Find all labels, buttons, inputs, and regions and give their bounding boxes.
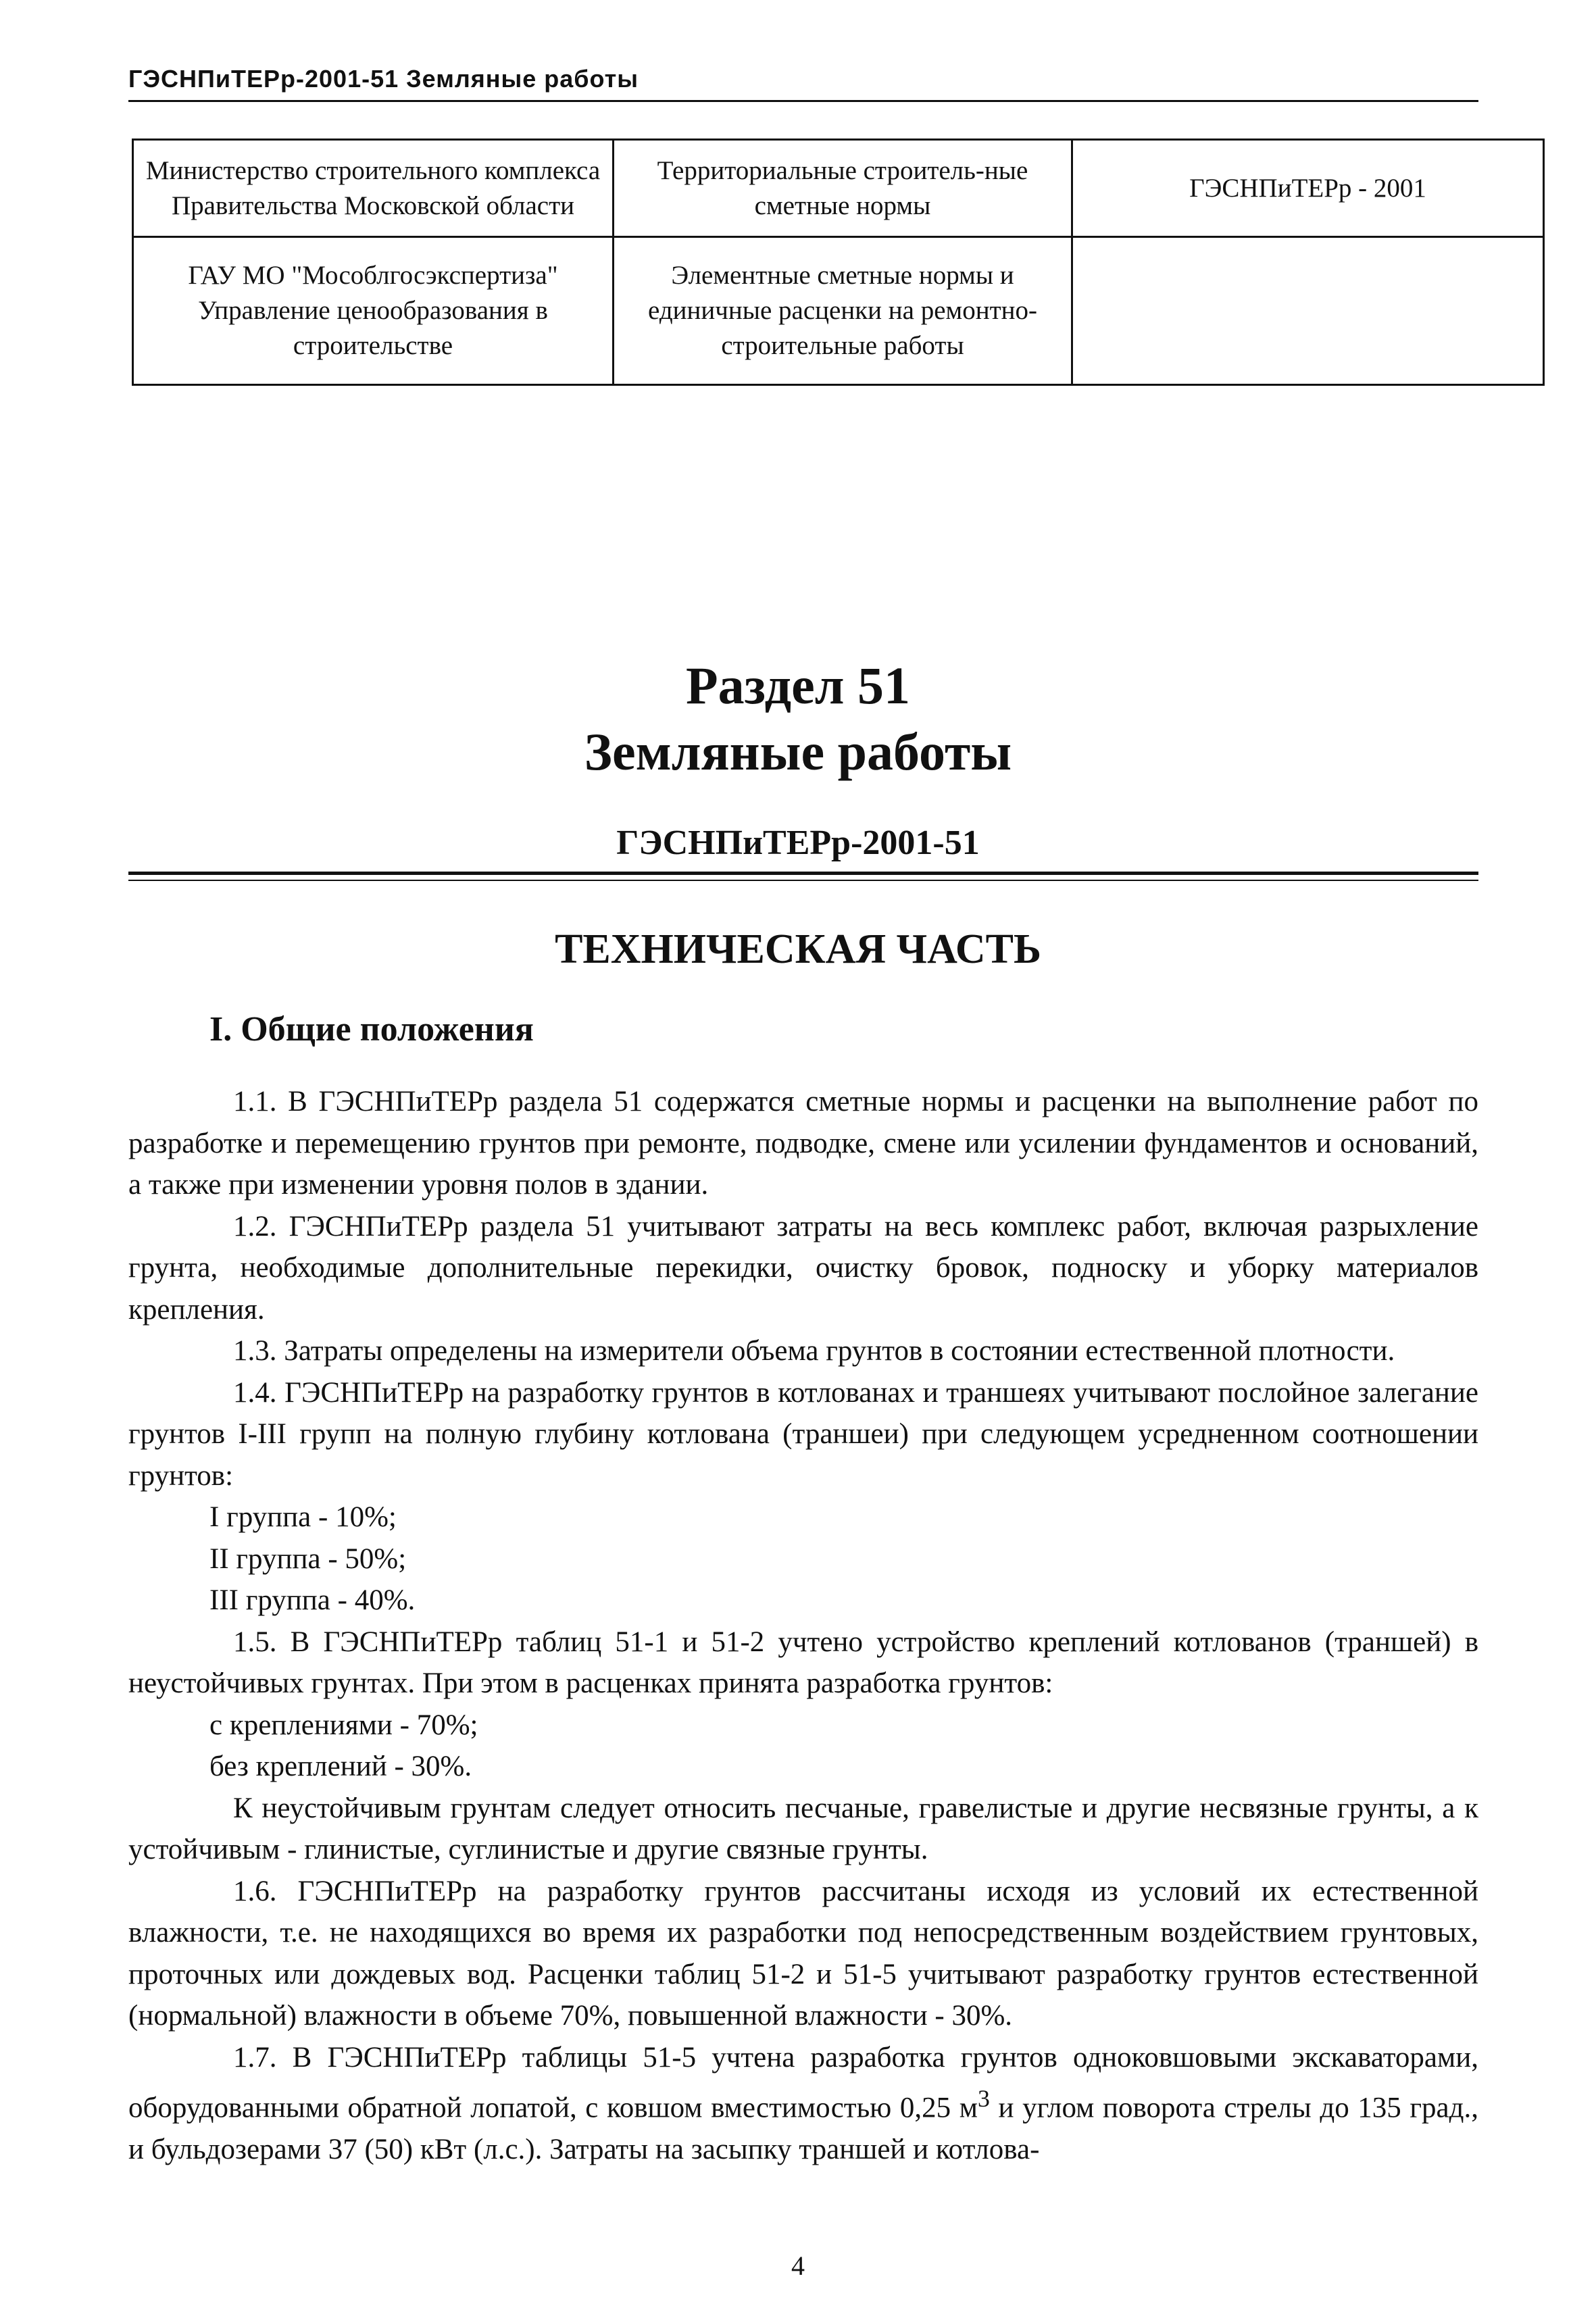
page-number: 4 <box>791 2250 805 2281</box>
paragraph-1-7-part-a: 1.7. В ГЭСНПиТЕРр таблицы 51-5 учтена разработка грунтов одноковшовыми экскаваторами, оборудованными обратной лопатой, с ковшом вместимостью 0,25 м <box>128 2041 1478 2124</box>
paragraph-1-7-part-b: и углом поворота стрелы до 135 град., и бульдозерами 37 (50) кВт (л.с.). Затраты на засыпку траншей и котлова- <box>128 2092 1478 2165</box>
paragraph-1-5-note: К неустойчивым грунтам следует относить песчаные, гравелистые и другие несвязные грунты, а к устойчивым - глинистые, суглинистые и другие связные грунты. <box>128 1792 1478 1865</box>
list-item-group-2: II группа - 50%; <box>209 1542 407 1575</box>
paragraph-1-1: 1.1. В ГЭСНПиТЕРр раздела 51 содержатся сметные нормы и расценки на выполнение работ по разработке и перемещению грунтов при ремонте, подводке, смене или усилении фундаментов и оснований, а также при изменении уровня полов в здании. <box>128 1086 1478 1201</box>
header-rule <box>128 100 1478 102</box>
meta-table-row <box>133 237 1544 385</box>
superscript-cubic: 3 <box>977 2085 990 2112</box>
section-code: ГЭСНПиТЕРр-2001-51 <box>616 824 980 862</box>
meta-empty-cell <box>1072 237 1544 385</box>
paragraph-1-2: 1.2. ГЭСНПиТЕРр раздела 51 учитывают затраты на весь комплекс работ, включая разрыхление грунта, необходимые дополнительные перекидки, очистку бровок, подноску и уборку материалов крепления. <box>128 1210 1478 1326</box>
meta-organization-expertise: ГАУ МО "Мособлгосэкспертиза" Управление ценообразования в строительстве <box>133 237 614 385</box>
title-rule-thick <box>128 872 1478 875</box>
list-item-without-fastening: без креплений - 30%. <box>209 1751 472 1782</box>
meta-document-code: ГЭСНПиТЕРр - 2001 <box>1072 140 1544 237</box>
paragraph-1-5: 1.5. В ГЭСНПиТЕРр таблиц 51-1 и 51-2 учтено устройство креплений котлованов (траншей) в неустойчивых грунтах. При этом в расценках принята разработка грунтов: <box>128 1626 1478 1699</box>
meta-norms-description: Элементные сметные нормы и единичные расценки на ремонтно-строительные работы <box>614 237 1072 385</box>
meta-table-row <box>133 140 1544 237</box>
meta-norms-type: Территориальные строитель-ные сметные нормы <box>614 140 1072 237</box>
list-item-with-fastening: с креплениями - 70%; <box>209 1709 478 1741</box>
meta-organization-ministry: Министерство строительного комплекса Правительства Московской области <box>133 140 614 237</box>
document-meta-table <box>132 139 1545 386</box>
section-number: Раздел 51 <box>686 656 910 715</box>
part-heading: ТЕХНИЧЕСКАЯ ЧАСТЬ <box>555 926 1041 972</box>
list-item-group-3: III группа - 40%. <box>209 1584 416 1616</box>
paragraph-1-4: 1.4. ГЭСНПиТЕРр на разработку грунтов в котлованах и траншеях учитывают послойное залегание грунтов I-III групп на полную глубину котлована (траншеи) при следующем усредненном соотношении грунтов: <box>128 1376 1478 1492</box>
paragraph-1-6: 1.6. ГЭСНПиТЕРр на разработку грунтов рассчитаны исходя из условий их естественной влажности, т.е. не находящихся во время их разработки под непосредственным воздействием грунтовых, проточных или дождевых вод. Расценки таблиц 51-2 и 51-5 учитывают разработку грунтов естественной (нормальной) влажности в объеме 70%, повышенной влажности - 30%. <box>128 1875 1478 2032</box>
list-item-group-1: I группа - 10%; <box>209 1501 397 1533</box>
paragraph-1-7 <box>128 2037 1478 2171</box>
running-header: ГЭСНПиТЕРр-2001-51 Земляные работы <box>128 65 639 93</box>
paragraph-1-3: 1.3. Затраты определены на измерители объема грунтов в состоянии естественной плотности. <box>233 1335 1395 1367</box>
section-title: Земляные работы <box>584 722 1012 781</box>
title-rule-thin <box>128 880 1478 881</box>
body-text <box>128 1081 1478 2170</box>
subsection-heading: I. Общие положения <box>209 1010 534 1049</box>
